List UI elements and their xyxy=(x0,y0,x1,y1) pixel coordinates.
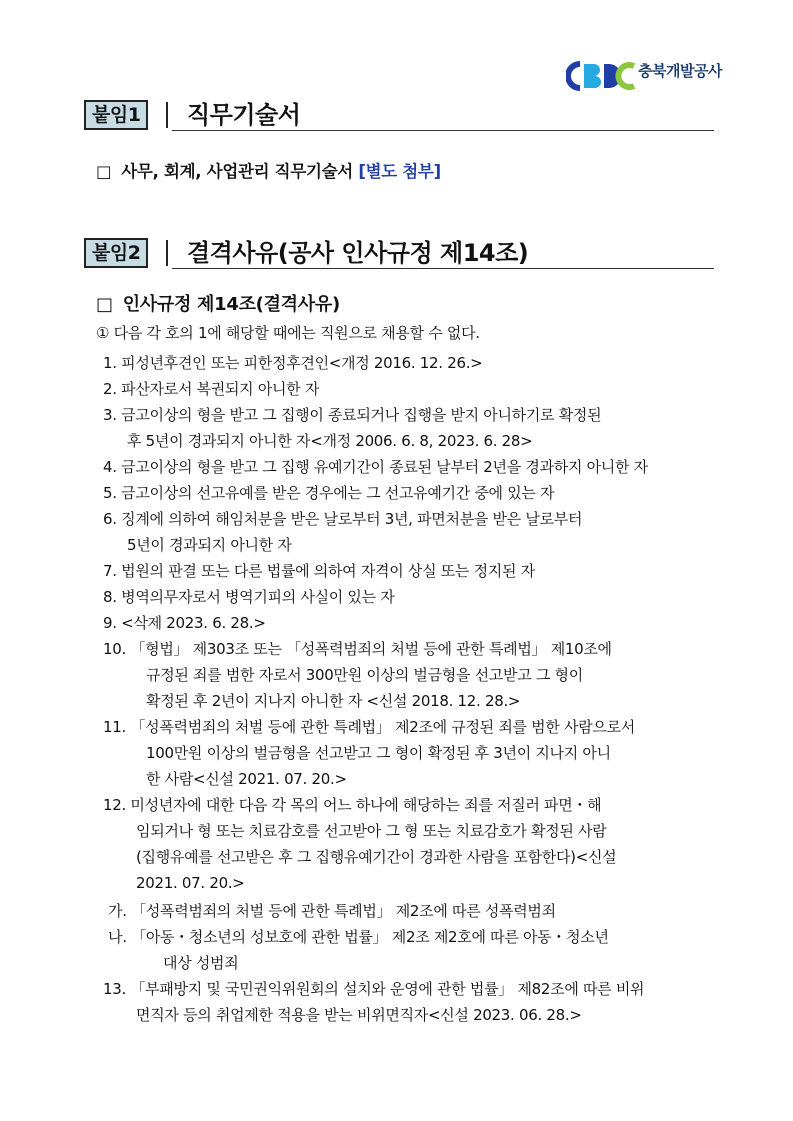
section2-divider xyxy=(166,240,168,266)
list-item: 13. 「부패방지 및 국민권익위원회의 설치와 운영에 관한 법률」 제82조에 따른 비위 xyxy=(103,980,645,998)
section1-bullet-text: 사무, 회계, 사업관리 직무기술서 xyxy=(121,162,353,181)
list-item: 7. 법원의 판결 또는 다른 법률에 의하여 자격이 상실 또는 정지된 자 xyxy=(103,562,535,580)
list-item-continued: (집행유예를 선고받은 후 그 집행유예기간이 경과한 사람을 포함한다)<신설 xyxy=(136,848,617,866)
list-item-continued: 100만원 이상의 벌금형을 선고받고 그 형이 확정된 후 3년이 지나지 아니 xyxy=(146,744,611,762)
section2-title: 결격사유(공사 인사규정 제14조) xyxy=(187,239,529,267)
list-item: 4. 금고이상의 형을 받고 그 집행 유예기간이 종료된 날부터 2년을 경과하지 아니한 자 xyxy=(103,458,648,476)
section2-rule xyxy=(172,268,714,269)
clause-intro: ① 다음 각 호의 1에 해당할 때에는 직원으로 채용할 수 없다. xyxy=(96,324,480,342)
regulation-subtitle-text: 인사규정 제14조(결격사유) xyxy=(122,294,340,315)
list-item-continued: 임되거나 형 또는 치료감호를 선고받아 그 형 또는 치료감호가 확정된 사람 xyxy=(136,822,607,840)
list-item-continued: 면직자 등의 취업제한 적용을 받는 비위면직자<신설 2023. 06. 28.> xyxy=(136,1006,582,1024)
section2-tag: 붙임2 xyxy=(84,238,148,268)
list-item: 11. 「성폭력범죄의 처벌 등에 관한 특례법」 제2조에 규정된 죄를 범한 사람으로서 xyxy=(103,718,635,736)
list-item-continued: 5년이 경과되지 아니한 자 xyxy=(127,536,292,554)
section1-header xyxy=(84,100,714,130)
section2-header xyxy=(84,238,714,268)
section1-title: 직무기술서 xyxy=(187,101,301,129)
section1-tag: 붙임1 xyxy=(84,100,148,130)
list-item-continued: 확정된 후 2년이 지나지 아니한 자 <신설 2018. 12. 28.> xyxy=(146,692,521,710)
list-item-continued: 한 사람<신설 2021. 07. 20.> xyxy=(146,770,347,788)
section1-rule xyxy=(172,130,714,131)
list-item-continued: 2021. 07. 20.> xyxy=(136,874,245,892)
list-item: 8. 병역의무자로서 병역기피의 사실이 있는 자 xyxy=(103,588,395,606)
company-logo xyxy=(566,56,726,96)
section1-bullet xyxy=(96,158,441,182)
section1-divider xyxy=(166,102,168,128)
bullet-box-icon: □ xyxy=(96,162,112,181)
list-item: 10. 「형법」 제303조 또는 「성폭력범죄의 처벌 등에 관한 특례법」 제10조에 xyxy=(103,640,612,658)
logo-mark-icon xyxy=(566,58,636,94)
list-item: 9. <삭제 2023. 6. 28.> xyxy=(103,614,266,632)
list-item: 5. 금고이상의 선고유예를 받은 경우에는 그 선고유예기간 중에 있는 자 xyxy=(103,484,555,502)
list-item: 1. 피성년후견인 또는 피한정후견인<개정 2016. 12. 26.> xyxy=(103,354,483,372)
sub-item: 나. 「아동・청소년의 성보호에 관한 법률」 제2조 제2호에 따른 아동・청소년 xyxy=(108,928,609,946)
list-item-continued: 후 5년이 경과되지 아니한 자<개정 2006. 6. 8, 2023. 6. 28> xyxy=(127,432,533,450)
sub-item-continued: 대상 성범죄 xyxy=(163,954,239,972)
bullet-box-icon: □ xyxy=(96,294,113,315)
list-item: 12. 미성년자에 대한 다음 각 목의 어느 하나에 해당하는 죄를 저질러 파면・해 xyxy=(103,796,602,814)
list-item: 3. 금고이상의 형을 받고 그 집행이 종료되거나 집행을 받지 아니하기로 확정된 xyxy=(103,406,602,424)
list-item: 6. 징계에 의하여 해임처분을 받은 날로부터 3년, 파면처분을 받은 날로부터 xyxy=(103,510,583,528)
regulation-subtitle xyxy=(96,290,340,316)
sub-item: 가. 「성폭력범죄의 처벌 등에 관한 특례법」 제2조에 따른 성폭력범죄 xyxy=(108,902,556,920)
logo-org-name: 충북개발공사 xyxy=(638,62,722,80)
attachment-note: [별도 첨부] xyxy=(358,162,441,181)
list-item: 2. 파산자로서 복권되지 아니한 자 xyxy=(103,380,320,398)
list-item-continued: 규정된 죄를 범한 자로서 300만원 이상의 벌금형을 선고받고 그 형이 xyxy=(146,666,583,684)
